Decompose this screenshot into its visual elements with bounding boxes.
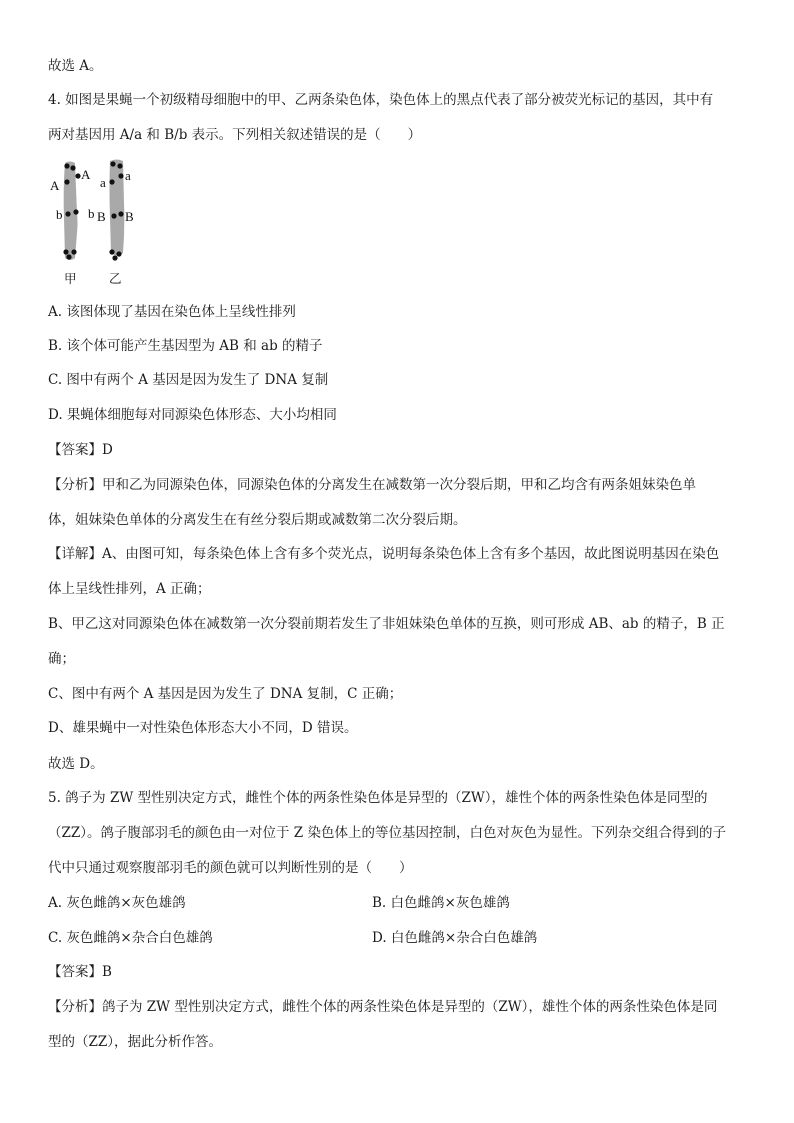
q4-detail-line5: C、图中有两个 A 基因是因为发生了 DNA 复制，C 正确； bbox=[48, 686, 403, 702]
gene-label-A-left: A bbox=[50, 178, 60, 193]
dot bbox=[63, 249, 68, 254]
q5-answer: 【答案】B bbox=[48, 964, 112, 980]
previous-conclusion: 故选 A。 bbox=[48, 58, 103, 74]
q5-option-b: B. 白色雌鸽×灰色雄鸽 bbox=[372, 895, 510, 911]
q4-detail-line4: 确； bbox=[48, 651, 75, 667]
dot bbox=[64, 163, 69, 168]
q4-option-d: D. 果蝇体细胞每对同源染色体形态、大小均相同 bbox=[48, 407, 337, 423]
gene-label-A-right: A bbox=[81, 167, 91, 182]
q4-stem-line2: 两对基因用 A/a 和 B/b 表示。下列相关叙述错误的是（ ） bbox=[48, 127, 422, 143]
q4-analysis-line2: 体，姐妹染色单体的分离发生在有丝分裂后期或减数第二次分裂后期。 bbox=[48, 512, 467, 528]
dot bbox=[66, 254, 71, 259]
q5-stem-line3: 代中只通过观察腹部羽毛的颜色就可以判断性别的是（ ） bbox=[48, 860, 413, 876]
q4-conclusion: 故选 D。 bbox=[48, 756, 104, 772]
q4-detail-line6: D、雄果蝇中一对性染色体形态大小不同，D 错误。 bbox=[48, 720, 358, 736]
dot bbox=[75, 173, 80, 178]
dot bbox=[117, 163, 122, 168]
chromosome-figure bbox=[48, 158, 148, 290]
gene-label-b-right: b bbox=[88, 206, 95, 221]
q5-option-a: A. 灰色雌鸽×灰色雄鸽 bbox=[48, 895, 186, 911]
gene-label-a-right: a bbox=[125, 168, 131, 183]
dot bbox=[73, 209, 78, 214]
q4-detail-line3: B、甲乙这对同源染色体在减数第一次分裂前期若发生了非姐妹染色单体的互换，则可形成 AB、ab 的精子，B 正 bbox=[48, 616, 725, 632]
q5-stem-line2: （ZZ）。鸽子腹部羽毛的颜色由一对位于 Z 染色体上的等位基因控制，白色对灰色为显性。下列杂交组合得到的子 bbox=[48, 825, 726, 841]
dot bbox=[109, 249, 114, 254]
dot bbox=[70, 165, 75, 170]
q4-analysis-line1: 【分析】甲和乙为同源染色体，同源染色体的分离发生在减数第一次分裂后期，甲和乙均含有两条姐妹染色单 bbox=[48, 477, 696, 493]
caption-jia: 甲 bbox=[64, 271, 77, 286]
gene-label-B-right: B bbox=[125, 209, 134, 224]
dot bbox=[71, 249, 76, 254]
q5-analysis-line1: 【分析】鸽子为 ZW 型性别决定方式，雌性个体的两条性染色体是异型的（ZW），雄性个体的两条性染色体是同 bbox=[48, 999, 718, 1015]
q4-detail-line2: 体上呈线性排列，A 正确； bbox=[48, 581, 211, 597]
dot bbox=[118, 211, 123, 216]
dot bbox=[118, 173, 123, 178]
q4-answer: 【答案】D bbox=[48, 442, 113, 458]
q4-option-b: B. 该个体可能产生基因型为 AB 和 ab 的精子 bbox=[48, 338, 323, 354]
q4-option-c: C. 图中有两个 A 基因是因为发生了 DNA 复制 bbox=[48, 372, 329, 388]
dot bbox=[112, 255, 117, 260]
q4-stem-line1: 4. 如图是果蝇一个初级精母细胞中的甲、乙两条染色体，染色体上的黑点代表了部分被荧光标记的基因，其中有 bbox=[48, 92, 714, 108]
gene-label-b-left: b bbox=[56, 207, 63, 222]
q4-option-a: A. 该图体现了基因在染色体上呈线性排列 bbox=[48, 304, 296, 320]
gene-label-a-left: a bbox=[100, 175, 106, 190]
dot bbox=[64, 179, 69, 184]
caption-yi: 乙 bbox=[109, 271, 122, 286]
dot bbox=[65, 211, 70, 216]
dot bbox=[110, 161, 115, 166]
gene-label-B-left: B bbox=[97, 209, 106, 224]
q5-option-c: C. 灰色雌鸽×杂合白色雄鸽 bbox=[48, 930, 213, 946]
chromosome-diagram bbox=[48, 158, 148, 290]
dot bbox=[109, 179, 114, 184]
q5-stem-line1: 5. 鸽子为 ZW 型性别决定方式，雌性个体的两条性染色体是异型的（ZW），雄性个体的两条性染色体是同型的 bbox=[48, 790, 708, 806]
dot bbox=[111, 213, 116, 218]
q5-option-d: D. 白色雌鸽×杂合白色雄鸽 bbox=[372, 930, 538, 946]
dot bbox=[116, 251, 121, 256]
q5-analysis-line2: 型的（ZZ），据此分析作答。 bbox=[48, 1034, 223, 1050]
q4-detail-line1: 【详解】A、由图可知，每条染色体上含有多个荧光点，说明每条染色体上含有多个基因，故此图说明基因在染色 bbox=[48, 546, 720, 562]
